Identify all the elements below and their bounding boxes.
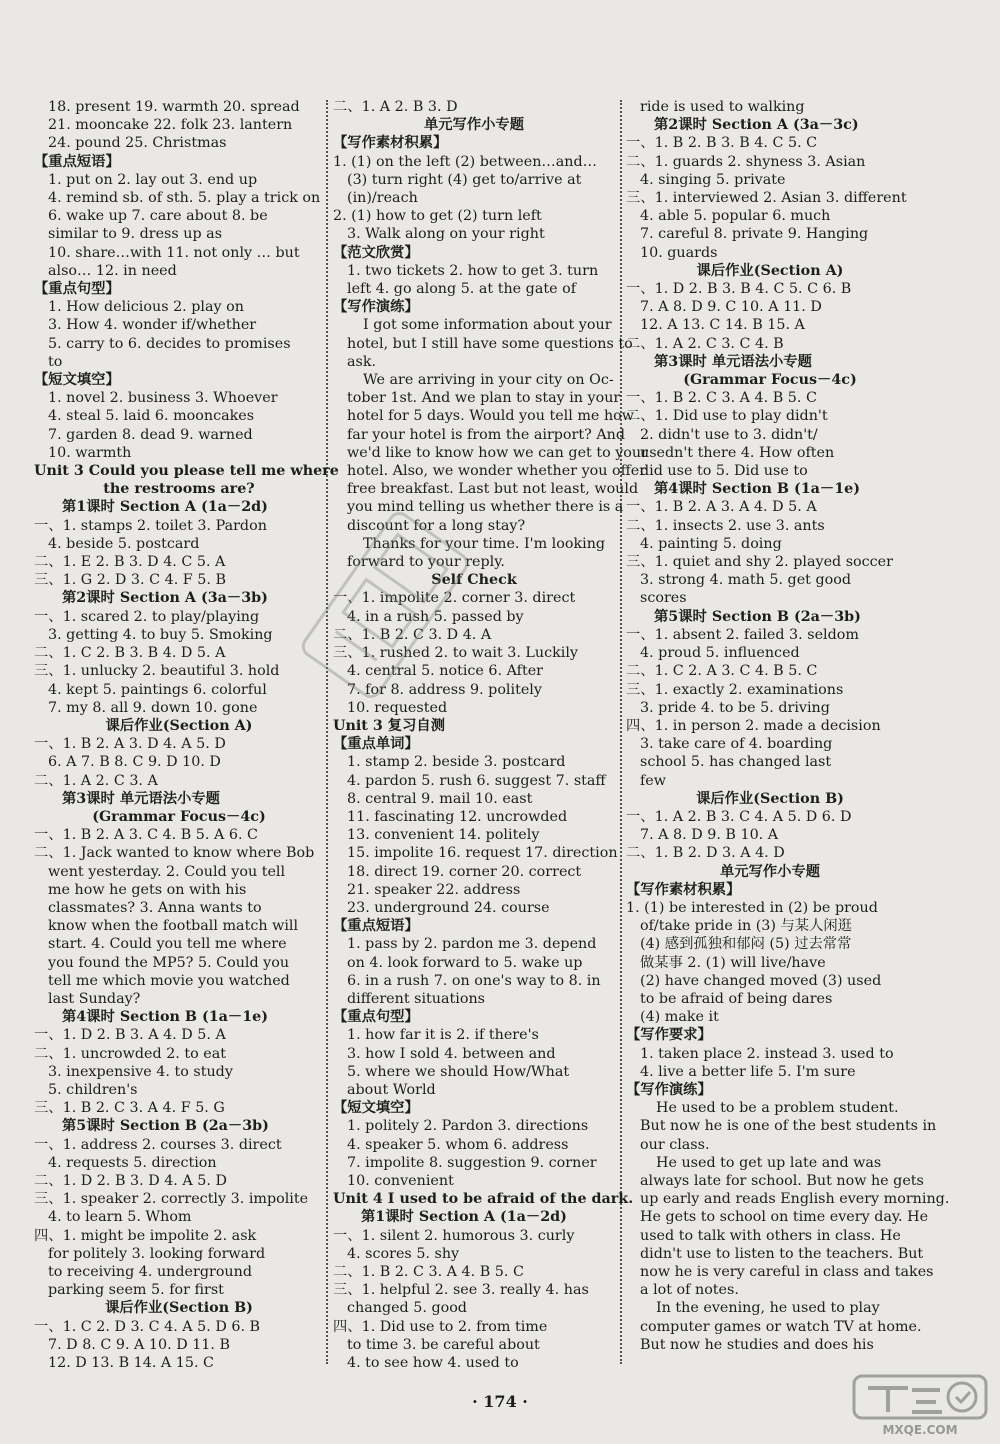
- answer-line: 1. taken place 2. instead 3. used to: [640, 1045, 894, 1062]
- answer-line: 一、1. B 2. A 3. A 4. D 5. A: [626, 499, 817, 516]
- answer-line: 1. novel 2. business 3. Whoever: [48, 390, 278, 407]
- answer-line: always late for school. But now he gets: [640, 1172, 924, 1189]
- answer-line: 3. inexpensive 4. to study: [48, 1063, 233, 1080]
- answer-line: different situations: [347, 990, 485, 1007]
- answer-line: 二、1. guards 2. shyness 3. Asian: [626, 153, 866, 170]
- answer-line: you found the MP5? 5. Could you: [48, 954, 290, 971]
- answer-line: 四、1. Did use to 2. from time: [333, 1318, 548, 1335]
- answer-line: 4. live a better life 5. I'm sure: [640, 1063, 856, 1080]
- answer-line: 第3课时 单元语法小专题: [62, 790, 220, 807]
- answer-line: But now he is one of the best students in: [640, 1118, 937, 1135]
- answer-line: tober 1st. And we plan to stay in your: [347, 390, 621, 407]
- answer-line: usedn't there 4. How often: [640, 444, 835, 461]
- answer-line: 一、1. B 2. C 3. A 4. B 5. C: [626, 390, 817, 407]
- watermark-url: MXQE.COM: [882, 1423, 958, 1437]
- answer-line: discount for a long stay?: [347, 517, 526, 534]
- answer-line: 一、1. B 2. B 3. B 4. C 5. C: [626, 135, 818, 152]
- answer-line: 【重点短语】: [333, 918, 419, 935]
- answer-line: 10. share…with 11. not only … but: [48, 244, 300, 261]
- answer-line: 1. stamp 2. beside 3. postcard: [347, 754, 566, 771]
- answer-line: 二、1. B 2. C 3. A 4. B 5. C: [333, 1264, 524, 1280]
- answer-line: 三、1. interviewed 2. Asian 3. different: [626, 190, 907, 207]
- answer-line: 10. requested: [347, 699, 448, 716]
- answer-line: Self Check: [431, 572, 517, 589]
- answer-line: classmates? 3. Anna wants to: [48, 899, 262, 916]
- answer-line: similar to 9. dress up as: [48, 226, 223, 243]
- answer-line: computer games or watch TV at home.: [640, 1318, 922, 1335]
- answer-line: 12. A 13. C 14. B 15. A: [640, 317, 805, 334]
- answer-line: 【写作要求】: [626, 1027, 712, 1044]
- answer-line: 13. convenient 14. politely: [347, 827, 540, 844]
- answer-line: 4. to learn 5. Whom: [48, 1209, 192, 1226]
- answer-line: 4. scores 5. shy: [347, 1245, 460, 1262]
- answer-line: our class.: [640, 1136, 710, 1153]
- answer-line: ask.: [347, 353, 377, 370]
- answer-line: 二、1. C 2. B 3. B 4. D 5. A: [34, 645, 226, 662]
- answer-line: changed 5. good: [347, 1300, 467, 1317]
- watermark-logo: [850, 1372, 990, 1438]
- answer-line: 二、1. C 2. A 3. C 4. B 5. C: [626, 663, 818, 680]
- answer-line: 一、1. D 2. B 3. A 4. D 5. A: [34, 1027, 226, 1044]
- answer-line: 课后作业(Section A): [105, 717, 253, 734]
- answer-line: parking seem 5. for first: [48, 1282, 224, 1299]
- answer-line: 5. children's: [48, 1081, 138, 1098]
- answer-line: used to talk with others in class. He: [640, 1227, 901, 1244]
- answer-line: 18. direct 19. corner 20. correct: [347, 863, 582, 880]
- answer-line: 二、1. D 2. B 3. D 4. A 5. D: [34, 1172, 227, 1189]
- answer-line: 4. proud 5. influenced: [640, 645, 800, 662]
- page-number: · 174 ·: [472, 1392, 528, 1411]
- answer-line: now he is very careful in class and takes: [640, 1264, 934, 1280]
- answer-line: 3. take care of 4. boarding: [640, 736, 833, 753]
- answer-line: 4. able 5. popular 6. much: [640, 208, 831, 225]
- answer-line: 4. pardon 5. rush 6. suggest 7. staff: [347, 772, 606, 789]
- answer-line: 3. how I sold 4. between and: [347, 1045, 556, 1062]
- answer-line: 【范文欣赏】: [333, 244, 419, 261]
- answer-line: 课后作业(Section A): [696, 262, 844, 279]
- answer-line: tell me which movie you watched: [48, 972, 290, 989]
- answer-line: about World: [347, 1081, 436, 1098]
- answer-line: Unit 3 复习自测: [333, 717, 445, 734]
- answer-line: 10. convenient: [347, 1172, 454, 1189]
- answer-line: 3. pride 4. to be 5. driving: [640, 699, 830, 716]
- answer-line: 三、1. quiet and shy 2. played soccer: [626, 554, 893, 571]
- answer-line: 10. warmth: [48, 444, 132, 461]
- answer-line: 1. two tickets 2. how to get 3. turn: [347, 262, 599, 279]
- answer-line: 4. in a rush 5. passed by: [347, 608, 524, 625]
- answer-line: ride is used to walking: [640, 99, 805, 115]
- answer-line: 5. carry to 6. decides to promises: [48, 335, 291, 352]
- answer-line: 一、1. D 2. B 3. B 4. C 5. C 6. B: [626, 281, 852, 298]
- answer-line: (3) turn right (4) get to/arrive at: [347, 171, 582, 188]
- answer-line: hotel, but I still have some questions to: [347, 335, 633, 352]
- answer-line: far your hotel is from the airport? And: [347, 426, 626, 443]
- answer-line: 四、1. might be impolite 2. ask: [34, 1227, 257, 1244]
- answer-line: 单元写作小专题: [719, 863, 821, 880]
- answer-line: 6. wake up 7. care about 8. be: [48, 208, 268, 225]
- answer-line: scores: [640, 590, 687, 607]
- answer-column-right: [626, 98, 950, 1354]
- answer-line: 第5课时 Section B (2a－3b): [62, 1118, 269, 1135]
- answer-line: Unit 4 I used to be afraid of the dark.: [333, 1191, 634, 1208]
- answer-line: start. 4. Could you tell me where: [48, 936, 287, 953]
- answer-line: on 4. look forward to 5. wake up: [347, 954, 583, 971]
- answer-line: 单元写作小专题: [423, 117, 525, 134]
- answer-line: 7. A 8. D 9. B 10. A: [640, 827, 779, 844]
- answer-line: 做某事 2. (1) will live/have: [640, 954, 826, 971]
- answer-line: 7. my 8. all 9. down 10. gone: [48, 699, 258, 716]
- answer-line: 6. A 7. B 8. C 9. D 10. D: [48, 754, 221, 771]
- answer-line: 11. fascinating 12. uncrowded: [347, 808, 568, 825]
- answer-line: 2. didn't use to 3. didn't/: [640, 426, 818, 443]
- answer-line: 21. speaker 22. address: [347, 881, 521, 898]
- answer-line: 二、1. uncrowded 2. to eat: [34, 1045, 227, 1062]
- answer-line: 一、1. stamps 2. toilet 3. Pardon: [34, 517, 267, 534]
- answer-line: 第3课时 单元语法小专题: [654, 353, 812, 370]
- answer-line: 第2课时 Section A (3a－3c): [654, 117, 859, 134]
- answer-line: few: [640, 772, 666, 789]
- answer-line: 18. present 19. warmth 20. spread: [48, 99, 300, 115]
- answer-line: 三、1. exactly 2. examinations: [626, 681, 844, 698]
- answer-line: 1. pass by 2. pardon me 3. depend: [347, 936, 597, 953]
- answer-line: 【写作演练】: [626, 1081, 712, 1098]
- answer-line: 【重点句型】: [34, 281, 120, 298]
- answer-line: He used to get up late and was: [656, 1154, 882, 1171]
- answer-line: 7. A 8. D 9. C 10. A 11. D: [640, 299, 822, 316]
- answer-line: We are arriving in your city on Oc-: [363, 372, 614, 389]
- answer-line: 一、1. silent 2. humorous 3. curly: [333, 1227, 575, 1244]
- answer-line: (4) make it: [640, 1009, 719, 1026]
- answer-line: 二、1. Jack wanted to know where Bob: [34, 845, 315, 862]
- answer-line: the restrooms are?: [103, 481, 255, 498]
- answer-line: Unit 3 Could you please tell me where: [34, 463, 339, 480]
- answer-line: 一、1. absent 2. failed 3. seldom: [626, 626, 859, 643]
- answer-line: 第1课时 Section A (1a－2d): [62, 499, 268, 516]
- answer-line: 四、1. in person 2. made a decision: [626, 717, 881, 734]
- answer-line: 三、1. rushed 2. to wait 3. Luckily: [333, 645, 579, 662]
- answer-line: 21. mooncake 22. folk 23. lantern: [48, 117, 293, 134]
- answer-line: (Grammar Focus－4c): [92, 808, 266, 825]
- answer-line: 23. underground 24. course: [347, 899, 550, 916]
- answer-line: 【重点句型】: [333, 1009, 419, 1026]
- answer-line: 一、1. C 2. D 3. C 4. A 5. D 6. B: [34, 1318, 261, 1335]
- answer-line: hotel. Also, we wonder whether you offer: [347, 463, 647, 480]
- answer-line: 1. How delicious 2. play on: [48, 299, 244, 316]
- answer-line: 4. requests 5. direction: [48, 1154, 217, 1171]
- answer-line: 4. beside 5. postcard: [48, 535, 200, 552]
- answer-line: 【重点单词】: [333, 736, 419, 753]
- column-divider-right: [620, 100, 622, 1364]
- answer-line: 三、1. helpful 2. see 3. really 4. has: [333, 1282, 589, 1299]
- answer-line: 第2课时 Section A (3a－3b): [62, 590, 268, 607]
- answer-line: 1. politely 2. Pardon 3. directions: [347, 1118, 589, 1135]
- answer-line: 3. strong 4. math 5. get good: [640, 572, 851, 589]
- answer-line: to receiving 4. underground: [48, 1264, 252, 1280]
- answer-line: 4. to see how 4. used to: [347, 1355, 519, 1372]
- answer-line: I got some information about your: [363, 317, 612, 334]
- answer-line: 二、1. E 2. B 3. D 4. C 5. A: [34, 554, 226, 571]
- answer-line: free breakfast. Last but not least, would: [347, 481, 639, 498]
- answer-line: didn't use to listen to the teachers. But: [640, 1245, 924, 1262]
- answer-line: 【写作素材积累】: [333, 135, 448, 152]
- answer-line: did use to 5. Did use to: [640, 463, 808, 480]
- answer-line: 二、1. A 2. C 3. C 4. B: [626, 335, 784, 352]
- answer-line: 7. for 8. address 9. politely: [347, 681, 542, 698]
- answer-line: 三、1. B 2. C 3. A 4. F 5. G: [34, 1100, 225, 1117]
- answer-line: 4. remind sb. of sth. 5. play a trick on: [48, 190, 321, 207]
- answer-line: 3. getting 4. to buy 5. Smoking: [48, 626, 273, 643]
- answer-line: 一、1. B 2. A 3. C 4. B 5. A 6. C: [34, 827, 258, 844]
- answer-line: 6. in a rush 7. on one's way to 8. in: [347, 972, 601, 989]
- answer-line: a lot of notes.: [640, 1282, 739, 1299]
- answer-line: 4. central 5. notice 6. After: [347, 663, 544, 680]
- answer-line: But now he studies and does his: [640, 1336, 874, 1353]
- answer-line: also… 12. in need: [48, 262, 177, 279]
- answer-column-left: [34, 98, 339, 1372]
- answer-line: 第4课时 Section B (1a－1e): [654, 481, 861, 498]
- answer-line: 二、1. B 2. C 3. D 4. A: [333, 626, 492, 643]
- answer-line: 课后作业(Section B): [696, 790, 844, 807]
- answer-line: 12. D 13. B 14. A 15. C: [48, 1355, 214, 1372]
- answer-line: know when the football match will: [48, 918, 299, 935]
- answer-line: left 4. go along 5. at the gate of: [347, 281, 576, 298]
- answer-line: went yesterday. 2. Could you tell: [48, 863, 286, 880]
- answer-line: 2. (1) how to get (2) turn left: [333, 208, 542, 225]
- answer-line: for politely 3. looking forward: [48, 1245, 266, 1262]
- answer-line: In the evening, he used to play: [656, 1300, 880, 1317]
- answer-line: (4) 感到孤独和郁闷 (5) 过去常常: [640, 936, 852, 953]
- answer-line: 【短文填空】: [333, 1100, 419, 1117]
- answer-line: 二、1. A 2. C 3. A: [34, 772, 158, 789]
- answer-line: 7. garden 8. dead 9. warned: [48, 426, 253, 443]
- answer-line: He gets to school on time every day. He: [640, 1209, 929, 1226]
- answer-line: to: [48, 353, 63, 370]
- answer-line: 二、1. A 2. B 3. D: [333, 99, 458, 115]
- answer-line: 5. where we should How/What: [347, 1063, 570, 1080]
- answer-line: hotel for 5 days. Would you tell me how: [347, 408, 634, 425]
- answer-line: 1. put on 2. lay out 3. end up: [48, 171, 258, 188]
- answer-line: 10. guards: [640, 244, 718, 261]
- answer-line: 二、1. Did use to play didn't: [626, 408, 828, 425]
- answer-line: 24. pound 25. Christmas: [48, 135, 227, 152]
- answer-column-middle: [333, 98, 648, 1372]
- answer-line: forward to your reply.: [347, 554, 505, 571]
- answer-line: 4. singing 5. private: [640, 171, 786, 188]
- answer-line: 二、1. B 2. D 3. A 4. D: [626, 845, 785, 862]
- answer-line: 【写作素材积累】: [626, 881, 741, 898]
- answer-line: last Sunday?: [48, 990, 141, 1007]
- answer-line: 【写作演练】: [333, 299, 419, 316]
- answer-line: 4. speaker 5. whom 6. address: [347, 1136, 569, 1153]
- column-divider-left: [326, 100, 328, 1364]
- answer-line: 一、1. impolite 2. corner 3. direct: [333, 590, 576, 607]
- answer-line: 【短文填空】: [34, 372, 120, 389]
- answer-line: He used to be a problem student.: [656, 1100, 899, 1117]
- answer-line: 7. impolite 8. suggestion 9. corner: [347, 1154, 597, 1171]
- answer-line: 3. Walk along on your right: [347, 226, 545, 243]
- answer-line: 1. (1) on the left (2) between…and…: [333, 153, 597, 170]
- answer-line: you mind telling us whether there is a: [347, 499, 624, 516]
- answer-line: 4. steal 5. laid 6. mooncakes: [48, 408, 255, 425]
- answer-line: Thanks for your time. I'm looking: [363, 535, 606, 552]
- answer-line: 二、1. insects 2. use 3. ants: [626, 517, 825, 534]
- watermark-stamp-graphic: [300, 500, 470, 710]
- answer-line: 第4课时 Section B (1a－1e): [62, 1009, 269, 1026]
- answer-line: 课后作业(Section B): [105, 1300, 253, 1317]
- answer-line: (2) have changed moved (3) used: [640, 972, 882, 989]
- answer-line: 1. how far it is 2. if there's: [347, 1027, 539, 1044]
- answer-line: 三、1. speaker 2. correctly 3. impolite: [34, 1191, 309, 1208]
- answer-line: (in)/reach: [347, 190, 418, 207]
- answer-line: we'd like to know how we can get to your: [347, 444, 648, 461]
- answer-line: 一、1. A 2. B 3. C 4. A 5. D 6. D: [626, 808, 852, 825]
- answer-line: 【重点短语】: [34, 153, 120, 170]
- answer-line: 8. central 9. mail 10. east: [347, 790, 533, 807]
- answer-line: 15. impolite 16. request 17. direction: [347, 845, 618, 862]
- answer-line: 4. kept 5. paintings 6. colorful: [48, 681, 267, 698]
- answer-line: 三、1. unlucky 2. beautiful 3. hold: [34, 663, 280, 680]
- answer-line: of/take pride in (3) 与某人闲逛: [640, 918, 852, 935]
- answer-line: 一、1. scared 2. to play/playing: [34, 608, 260, 625]
- answer-line: to time 3. be careful about: [347, 1336, 540, 1353]
- answer-line: 1. (1) be interested in (2) be proud: [626, 899, 878, 916]
- answer-line: up early and reads English every morning.: [640, 1191, 950, 1208]
- answer-line: 7. careful 8. private 9. Hanging: [640, 226, 869, 243]
- answer-line: 3. How 4. wonder if/whether: [48, 317, 257, 334]
- answer-line: me how he gets on with his: [48, 881, 247, 898]
- answer-line: school 5. has changed last: [640, 754, 832, 771]
- answer-line: 第5课时 Section B (2a－3b): [654, 608, 861, 625]
- answer-line: 第1课时 Section A (1a－2d): [361, 1209, 567, 1226]
- answer-line: 一、1. B 2. A 3. D 4. A 5. D: [34, 736, 226, 753]
- answer-line: (Grammar Focus－4c): [683, 372, 857, 389]
- answer-line: 三、1. G 2. D 3. C 4. F 5. B: [34, 572, 226, 589]
- answer-line: 7. D 8. C 9. A 10. D 11. B: [48, 1336, 230, 1353]
- answer-line: to be afraid of being dares: [640, 990, 833, 1007]
- answer-line: 4. painting 5. doing: [640, 535, 782, 552]
- answer-line: 一、1. address 2. courses 3. direct: [34, 1136, 282, 1153]
